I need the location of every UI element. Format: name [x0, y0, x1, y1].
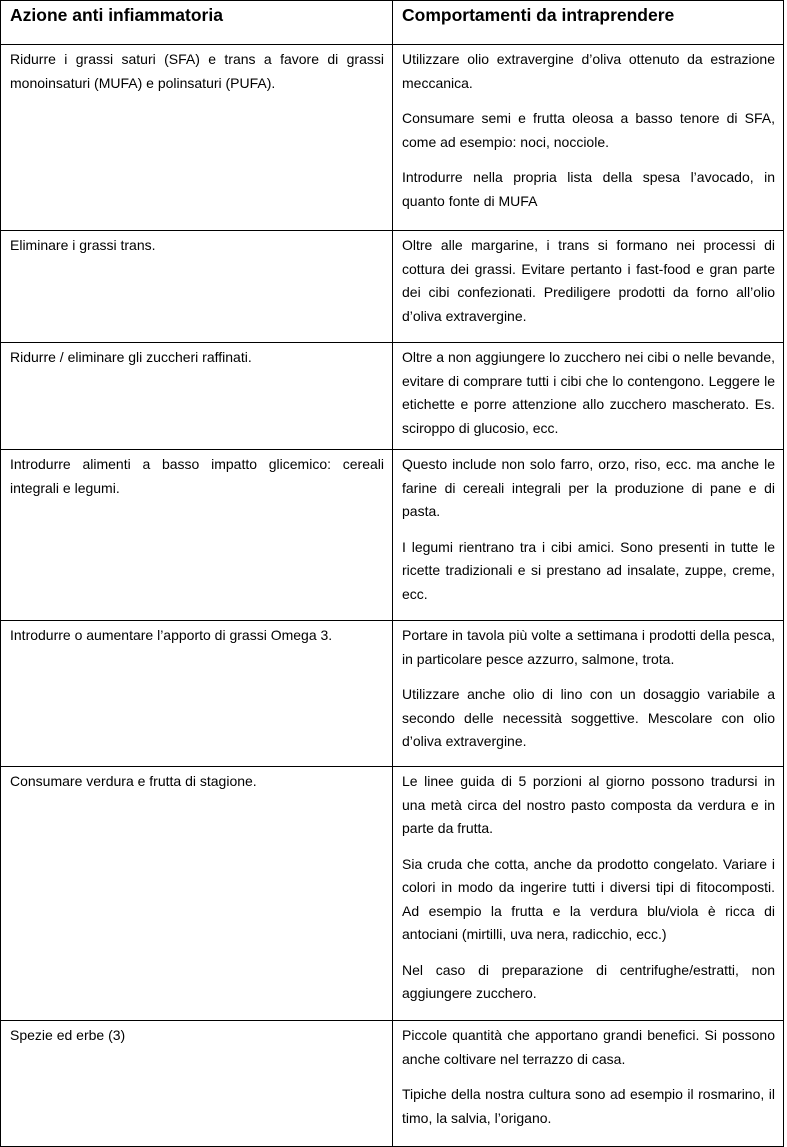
behavior-paragraph: Sia cruda che cotta, anche da prodotto congelato. Variare i colori in modo da ingerire tutti i diversi tipi di fitocomposti. Ad esempio la frutta e la verdura blu/viola è ricca di antociani (mirtilli, uva nera, radicchio, ecc.) — [402, 855, 775, 942]
behaviors-cell — [393, 231, 784, 343]
table-row — [1, 767, 784, 1021]
behavior-paragraph: Utilizzare anche olio di lino con un dosaggio variabile a secondo delle necessità soggettive. Mescolare con olio d’oliva extravergine. — [402, 686, 775, 749]
behaviors-cell — [393, 343, 784, 450]
action-text: Spezie ed erbe (3) — [10, 1027, 126, 1043]
behavior-paragraph: Piccole quantità che apportano grandi benefici. Si possono anche coltivare nel terrazzo di casa. — [402, 1027, 775, 1067]
behavior-paragraph: Consumare semi e frutta oleosa a basso tenore di SFA, come ad esempio: noci, nocciole. — [402, 110, 775, 150]
table-row — [1, 1021, 784, 1147]
behaviors-cell — [393, 767, 784, 1021]
behaviors-cell — [393, 621, 784, 767]
behavior-paragraph: Questo include non solo farro, orzo, riso, ecc. ma anche le farine di cereali integrali per la produzione di pane e di pasta. — [402, 456, 775, 519]
action-text: Introdurre o aumentare l’apporto di grassi Omega 3. — [10, 627, 333, 643]
action-text: Introdurre alimenti a basso impatto glicemico: cereali integrali e legumi. — [10, 456, 384, 496]
behavior-paragraph: Oltre a non aggiungere lo zucchero nei cibi o nelle bevande, evitare di comprare tutti i cibi che lo contengono. Leggere le etichette e porre attenzione allo zucchero mascherato. Es. sciroppo di glucosio, ecc. — [402, 349, 775, 436]
action-text: Eliminare i grassi trans. — [10, 237, 156, 253]
behavior-paragraph: Le linee guida di 5 porzioni al giorno possono tradursi in una metà circa del nostro pasto composta da verdura e in parte da frutta. — [402, 773, 775, 836]
action-text: Consumare verdura e frutta di stagione. — [10, 773, 257, 789]
table-row — [1, 45, 784, 231]
table-row — [1, 231, 784, 343]
header-action: Azione anti infiammatoria — [1, 1, 393, 45]
behavior-paragraph: Portare in tavola più volte a settimana i prodotti della pesca, in particolare pesce azzurro, salmone, trota. — [402, 627, 775, 667]
action-cell — [1, 343, 393, 450]
table-row — [1, 450, 784, 621]
action-text: Ridurre / eliminare gli zuccheri raffinati. — [10, 349, 252, 365]
table-row — [1, 343, 784, 450]
action-text: Ridurre i grassi saturi (SFA) e trans a favore di grassi monoinsaturi (MUFA) e polinsaturi (PUFA). — [10, 51, 384, 91]
behavior-paragraph: Oltre alle margarine, i trans si formano nei processi di cottura dei grassi. Evitare pertanto i fast-food e gran parte dei cibi confezionati. Prediligere prodotti da forno all’olio d’oliva extravergine. — [402, 237, 775, 324]
action-cell — [1, 767, 393, 1021]
action-cell — [1, 45, 393, 231]
behavior-paragraph: Utilizzare olio extravergine d’oliva ottenuto da estrazione meccanica. — [402, 51, 775, 91]
behaviors-cell — [393, 1021, 784, 1147]
behavior-paragraph: Introdurre nella propria lista della spesa l’avocado, in quanto fonte di MUFA — [402, 169, 775, 209]
behavior-paragraph: Nel caso di preparazione di centrifughe/estratti, non aggiungere zucchero. — [402, 961, 775, 1001]
behaviors-cell — [393, 45, 784, 231]
table-header-row — [1, 1, 784, 45]
header-behaviors: Comportamenti da intraprendere — [393, 1, 784, 45]
action-cell — [1, 231, 393, 343]
behavior-paragraph: Tipiche della nostra cultura sono ad esempio il rosmarino, il timo, la salvia, l’origano. — [402, 1086, 775, 1126]
action-cell — [1, 621, 393, 767]
action-cell — [1, 1021, 393, 1147]
behavior-paragraph: I legumi rientrano tra i cibi amici. Sono presenti in tutte le ricette tradizionali e si prestano ad insalate, zuppe, creme, ecc. — [402, 538, 775, 602]
behaviors-cell — [393, 450, 784, 621]
table-row — [1, 621, 784, 767]
action-cell — [1, 450, 393, 621]
